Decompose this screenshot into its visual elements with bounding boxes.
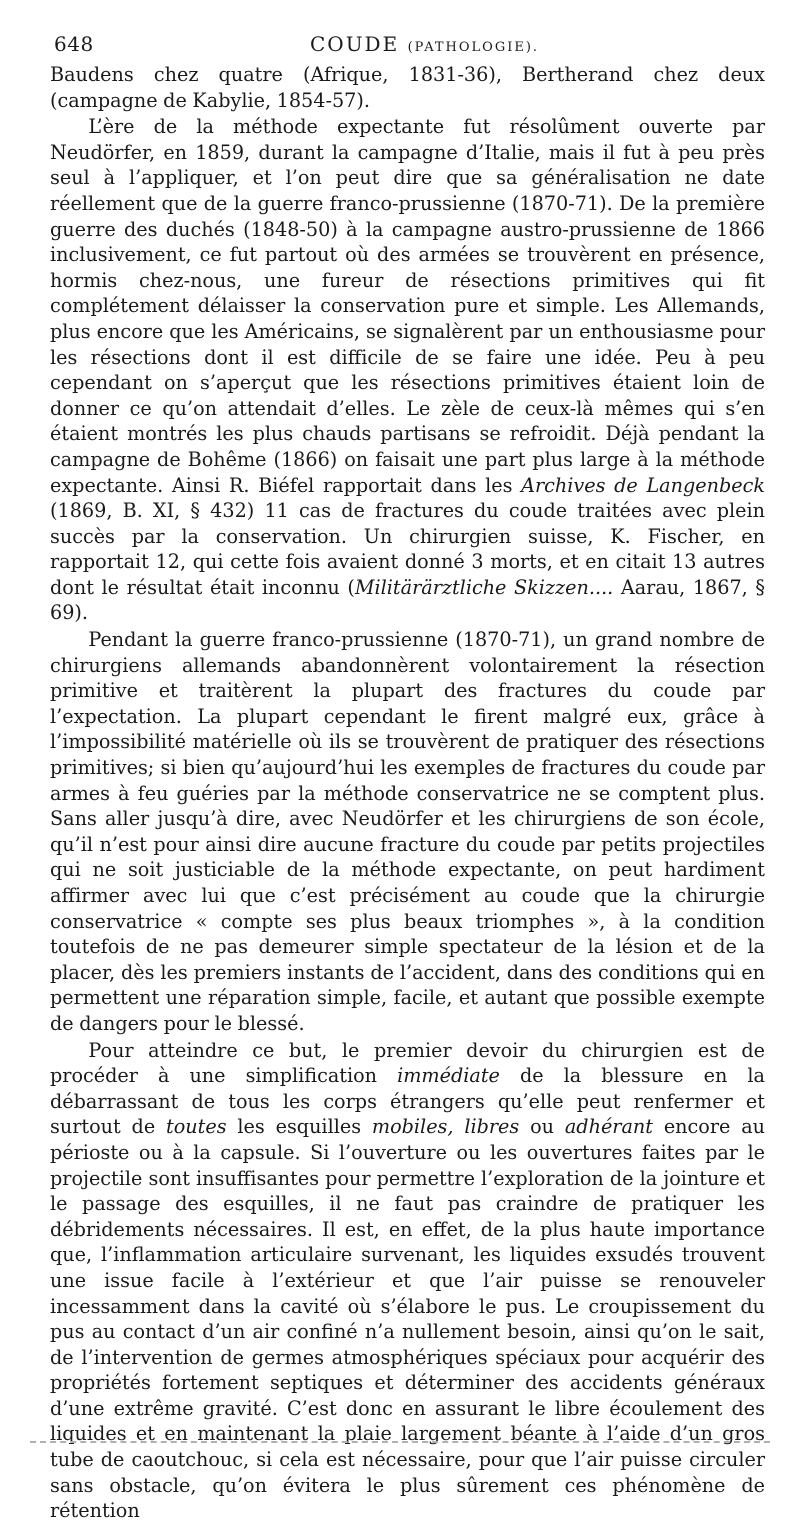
paragraph: [50, 114, 765, 626]
italic-emphasis: adhérant: [564, 1115, 653, 1139]
italic-emphasis: toutes: [166, 1115, 227, 1139]
text-run: ou: [519, 1115, 565, 1139]
paragraph: [50, 627, 765, 1037]
text-run: les esquilles: [226, 1115, 372, 1139]
running-head: [310, 32, 539, 56]
body-text: [50, 62, 765, 1524]
italic-citation: Archives de Langenbeck: [521, 473, 765, 497]
italic-citation: Militärärztliche Skizzen....: [354, 575, 614, 599]
running-head-section: (PATHOLOGIE).: [407, 40, 540, 55]
italic-emphasis: mobiles, libres: [371, 1115, 520, 1139]
text-run: Pendant la guerre franco-prussienne (1870-71), un grand nombre de chirurgiens allemands abandonnèrent volontairement la résection primitive et traitèrent la plupart des fractures du coude par l’expectation. La plupart cependant le firent malgré eux, grâce à l’impossibilité matérielle où ils se trouvèrent de pratiquer des résections primitives; si bien qu’aujourd’hui les exemples de fractures du coude par armes à feu guéries par la méthode conservatrice ne se comptent plus. Sans aller jusqu’à dire, avec Neudörfer et les chirurgiens de son école, qu’il n’est pour ainsi dire aucune fracture du coude par petits projectiles qui ne soit justiciable de la méthode expectante, on peut hardiment affirmer avec lui que c’est précisément au coude que la chirurgie conservatrice « compte ses plus beaux triomphes », à la condition toutefois de ne pas demeurer simple spectateur de la lésion et de la placer, dès les premiers instants de l’accident, dans des conditions qui en permettent une réparation simple, facile, et autant que possible exempte de dangers pour le blessé.: [50, 628, 765, 1035]
text-run: Aarau, 1867, § 69).: [50, 575, 765, 625]
text-run: Baudens chez quatre (Afrique, 1831-36), Bertherand chez deux (campagne de Kabylie, 1854-57).: [50, 63, 765, 112]
text-run: Pour atteindre ce but, le premier devoir du chirurgien est de procéder à une simplification: [50, 1038, 765, 1088]
page-number: 648: [54, 32, 94, 56]
paragraph: [50, 1038, 765, 1524]
scan-footer-artifact: [30, 1441, 770, 1443]
text-run: L’ère de la méthode expectante fut résolûment ouverte par Neudörfer, en 1859, durant la campagne d’Italie, mais il fut à peu près seul à l’appliquer, et l’on peut dire que sa généralisation ne date réellement que de la guerre franco-prussienne (1870-71). De la première guerre des duchés (1848-50) à la campagne austro-prussienne de 1866 inclusivement, ce fut partout où des armées se trouvèrent en présence, hormis chez-nous, une fureur de résections primitives qui fit complétement délaisser la conservation pure et simple. Les Allemands, plus encore que les Américains, se signalèrent par un enthousiasme pour les résections dont il est difficile de se faire une idée. Peu à peu cependant on s’aperçut que les résections primitives étaient loin de donner ce qu’on attendait d’elles. Le zèle de ceux-là mêmes qui s’en étaient montrés les plus chauds partisans se refroidit. Déjà pendant la campagne de Bohême (1866) on faisait une part plus large à la méthode expectante. Ainsi R. Biéfel rapportait dans les: [50, 115, 765, 497]
paragraph-continuation: [50, 62, 765, 113]
text-run: encore au périoste ou à la capsule. Si l’ouverture ou les ouvertures faites par le projectile sont insuffisantes pour permettre l’exploration de la jointure et le passage des esquilles, il ne faut pas craindre de pratiquer les débridements nécessaires. Il est, en effet, de la plus haute importance que, l’inflammation articulaire survenant, les liquides exsudés trouvent une issue facile à l’extérieur et que l’air puisse se renouveler incessamment dans la cavité où s’élabore le pus. Le croupissement du pus au contact d’un air confiné n’a nullement besoin, ainsi qu’on le sait, de l’intervention de germes atmosphériques spéciaux pour acquérir des propriétés fortement septiques et déterminer des accidents généraux d’une extrême gravité. C’est donc en assurant le libre écoulement des liquides et en maintenant la plaie largement béante à l’aide d’un gros tube de caoutchouc, si cela est nécessaire, pour que l’air puisse circuler sans obstacle, qu’on évitera le plus sûrement ces phénomène de rétention: [50, 1115, 765, 1523]
running-head-title: COUDE: [310, 32, 400, 56]
text-run: de la blessure en la débarrassant de tous les corps étrangers qu’elle peut renfermer et surtout de: [50, 1064, 765, 1139]
text-run: (1869, B. XI, § 432) 11 cas de fractures du coude traitées avec plein succès par la conservation. Un chirurgien suisse, K. Fischer, en rapportait 12, qui cette fois avaient donné 3 morts, et en citait 13 autres dont le résultat était inconnu (: [50, 499, 765, 599]
italic-emphasis: immédiate: [397, 1064, 500, 1088]
